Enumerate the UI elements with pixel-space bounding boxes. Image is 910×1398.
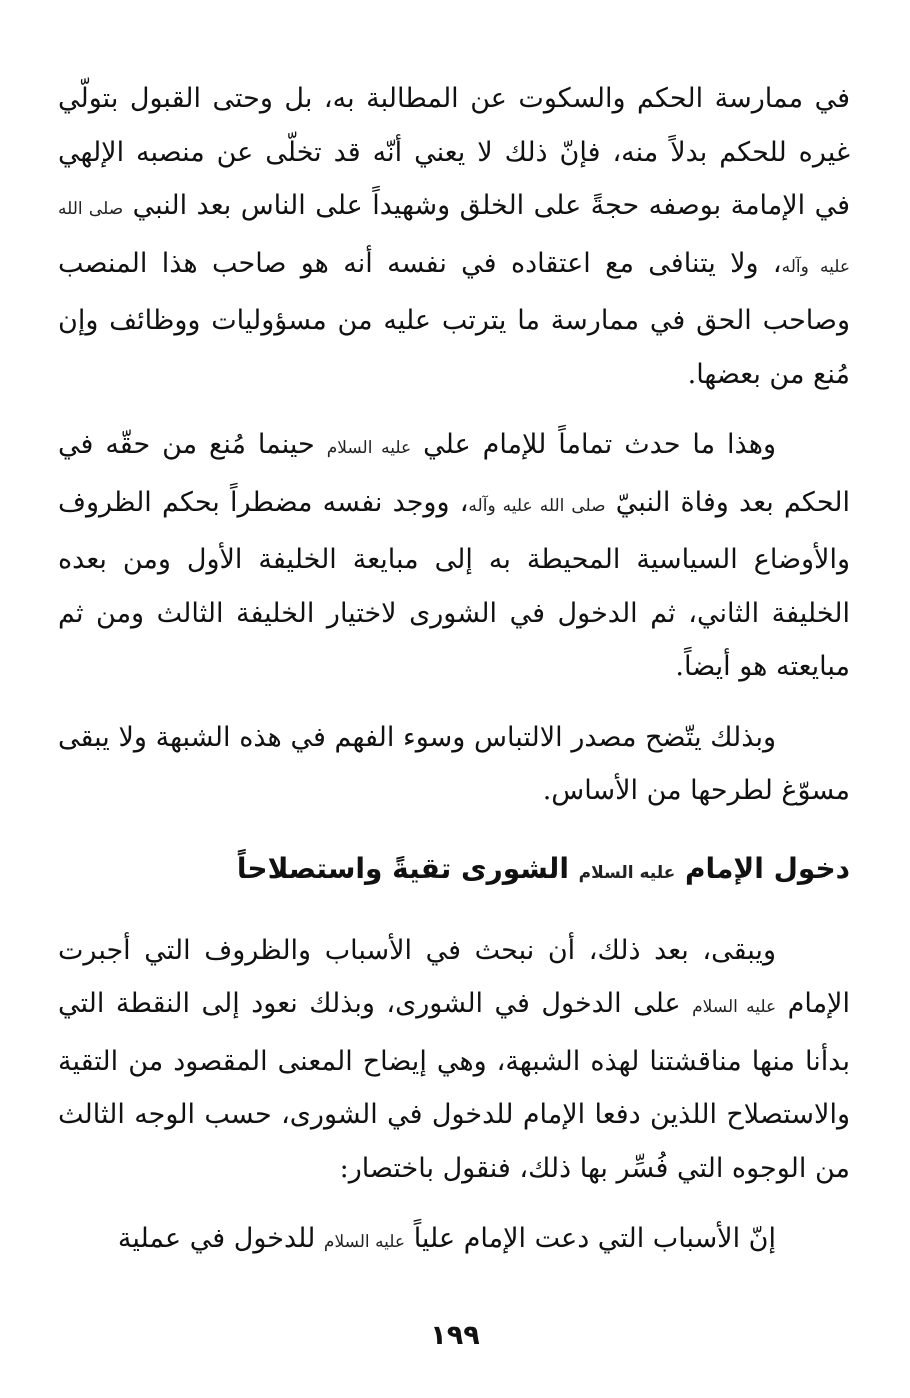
- honorific-imam-icon: عليه السلام: [692, 997, 777, 1017]
- paragraph-2-text-b: حينما مُنع من حقّه في الحكم بعد وفاة النبيّ: [58, 429, 850, 518]
- section-heading-text-b: الشورى تقيةً واستصلاحاً: [236, 851, 569, 885]
- book-page: [58, 72, 850, 1270]
- honorific-prophet-icon: صلى الله عليه وآله: [58, 199, 850, 277]
- paragraph-3: وبذلك يتّضح مصدر الالتباس وسوء الفهم في هذه الشبهة ولا يبقى مسوّغ لطرحها من الأساس.: [58, 721, 850, 806]
- paragraph-2-text-c: ، ووجد نفسه مضطراً بحكم الظروف والأوضاع السياسية المحيطة به إلى مبايعة الخليفة الأول ومن بعده الخليفة الثاني، ثم الدخول في الشورى لاختيار الخليفة الثالث ومن ثم مبايعته هو أيضاً.: [58, 486, 850, 682]
- paragraph-1-text-b: ، ولا يتنافى مع اعتقاده في نفسه أنه هو صاحب هذا المنصب وصاحب الحق في ممارسة ما يترتب عليه من مسؤوليات ووظائف وإن مُنع من بعضها.: [58, 247, 850, 390]
- honorific-prophet-icon: صلى الله عليه وآله: [468, 495, 606, 516]
- paragraph-4-text-a: ويبقى، بعد ذلك، أن نبحث في الأسباب والظروف التي أجبرت الإمام: [58, 934, 850, 1019]
- paragraph-2: [58, 418, 850, 694]
- honorific-imam-icon: عليه السلام: [326, 438, 412, 458]
- paragraph-5: [58, 1212, 850, 1270]
- honorific-imam-icon: عليه السلام: [323, 1232, 406, 1252]
- paragraph-1-text-a: في ممارسة الحكم والسكوت عن المطالبة به، بل وحتى القبول بتولّي غيره للحكم بدلاً منه، فإنّ ذلك لا يعني أنّه قد تخلّى عن منصبه الإلهي في الإمامة بوصفه حجةً على الخلق وشهيداً على الناس بعد النبي: [58, 83, 850, 221]
- paragraph-4: [58, 924, 850, 1196]
- paragraph-5-text-b: للدخول في عملية: [117, 1223, 316, 1254]
- honorific-imam-icon: عليه السلام: [578, 862, 676, 883]
- paragraph-1: [58, 72, 850, 401]
- paragraph-5-text-a: إنّ الأسباب التي دعت الإمام علياً: [413, 1223, 776, 1254]
- page-number: ١٩٩: [430, 1320, 480, 1351]
- paragraph-2-text-a: وهذا ما حدث تماماً للإمام علي: [423, 429, 776, 460]
- paragraph-4-text-b: على الدخول في الشورى، وبذلك نعود إلى النقطة التي بدأنا منها مناقشتنا لهذه الشبهة، وهي إيضاح المعنى المقصود من التقية والاستصلاح اللذين دفعا الإمام للدخول في الشورى، حسب الوجه الثالث من الوجوه التي فُسِّر بها ذلك، فنقول باختصار:: [58, 988, 850, 1184]
- section-heading-text-a: دخول الإمام: [685, 851, 850, 885]
- section-heading: [58, 835, 850, 907]
